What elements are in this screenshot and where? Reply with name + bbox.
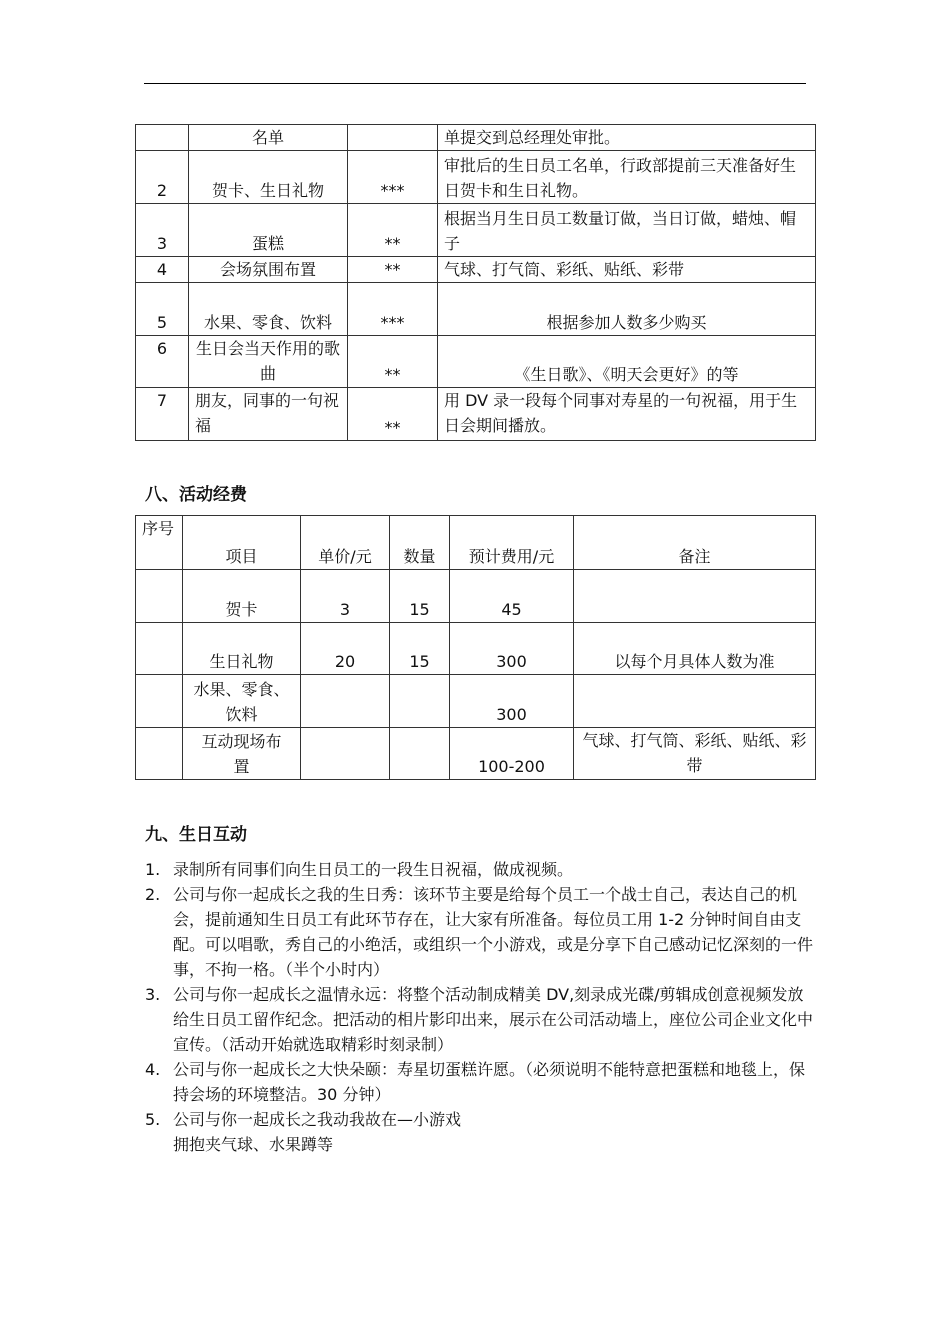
note-cell: 用 DV 录一段每个同事对寿星的一句祝福，用于生日会期间播放。: [438, 388, 816, 441]
item-cell: 水果、零食、饮料: [183, 675, 301, 728]
price-cell: 3: [301, 570, 390, 623]
table-row: [136, 257, 816, 283]
table-row: [136, 728, 816, 780]
budget-table: [135, 515, 816, 780]
table-header-row: [136, 516, 816, 570]
list-item: [145, 1057, 813, 1107]
note-cell: 根据参加人数多少购买: [438, 283, 816, 336]
list-number: 3.: [145, 985, 161, 1004]
item-cell: 生日礼物: [183, 623, 301, 675]
cost-cell: 45: [450, 570, 574, 623]
importance-cell: **: [348, 388, 438, 441]
item-cell: 生日会当天作用的歌曲: [189, 336, 348, 388]
quantity-cell: 15: [390, 623, 450, 675]
list-item: [145, 1107, 813, 1157]
table-row: [136, 570, 816, 623]
price-cell: 20: [301, 623, 390, 675]
item-cell: 蛋糕: [189, 204, 348, 257]
column-header: 单价/元: [301, 516, 390, 570]
row-number: 5: [136, 283, 189, 336]
row-number: 3: [136, 204, 189, 257]
column-header: 序号: [136, 516, 183, 570]
importance-cell: ***: [348, 151, 438, 204]
price-cell: [301, 675, 390, 728]
list-text: 录制所有同事们向生日员工的一段生日祝福，做成视频。: [173, 860, 574, 879]
importance-cell: **: [348, 257, 438, 283]
list-text: 公司与你一起成长之温情永远：将整个活动制成精美 DV,刻录成光碟/剪辑成创意视频发放给生日员工留作纪念。把活动的相片影印出来，展示在公司活动墙上，座位公司企业文化中宣传。（活动开始就选取精彩时刻录制）: [173, 985, 814, 1054]
table-row: [136, 125, 816, 151]
column-header: 项目: [183, 516, 301, 570]
cost-cell: 300: [450, 623, 574, 675]
importance-cell: ***: [348, 283, 438, 336]
list-item: [145, 857, 813, 882]
list-number: 4.: [145, 1060, 161, 1079]
item-cell: 贺卡、生日礼物: [189, 151, 348, 204]
list-item: [145, 982, 813, 1057]
interaction-list: [145, 857, 813, 1157]
cost-cell: 100-200: [450, 728, 574, 780]
header-rule: [144, 83, 806, 84]
note-cell: 审批后的生日员工名单，行政部提前三天准备好生日贺卡和生日礼物。: [438, 151, 816, 204]
quantity-cell: [390, 675, 450, 728]
section-heading-budget: 八、活动经费: [145, 485, 247, 505]
table-row: [136, 151, 816, 204]
table-row: [136, 336, 816, 388]
item-cell: 会场氛围布置: [189, 257, 348, 283]
item-cell: 互动现场布置: [183, 728, 301, 780]
row-number: [136, 728, 183, 780]
note-cell: [574, 570, 816, 623]
list-text: 公司与你一起成长之我动我故在—小游戏 拥抱夹气球、水果蹲等: [173, 1110, 462, 1154]
plan-table: [135, 124, 816, 441]
importance-cell: **: [348, 336, 438, 388]
row-number: 7: [136, 388, 189, 441]
price-cell: [301, 728, 390, 780]
list-text: 公司与你一起成长之我的生日秀：该环节主要是给每个员工一个战士自己，表达自己的机会，提前通知生日员工有此环节存在，让大家有所准备。每位员工用 1-2 分钟时间自由支配。可以唱歌，秀自己的小绝活，或组织一个小游戏，或是分享下自己感动记忆深刻的一件事，不拘一格。（半个小时内）: [173, 885, 814, 979]
importance-cell: [348, 125, 438, 151]
note-cell: 以每个月具体人数为准: [574, 623, 816, 675]
row-number: [136, 675, 183, 728]
table-row: [136, 623, 816, 675]
note-cell: 气球、打气筒、彩纸、贴纸、彩带: [574, 728, 816, 780]
column-header: 数量: [390, 516, 450, 570]
quantity-cell: [390, 728, 450, 780]
importance-cell: **: [348, 204, 438, 257]
row-number: 4: [136, 257, 189, 283]
list-text: 公司与你一起成长之大快朵颐：寿星切蛋糕许愿。（必须说明不能特意把蛋糕和地毯上，保持会场的环境整洁。30 分钟）: [173, 1060, 806, 1104]
item-cell: 名单: [189, 125, 348, 151]
row-number: 2: [136, 151, 189, 204]
table-row: [136, 283, 816, 336]
note-cell: 《生日歌》、《明天会更好》的等: [438, 336, 816, 388]
column-header: 备注: [574, 516, 816, 570]
note-cell: [574, 675, 816, 728]
row-number: [136, 570, 183, 623]
row-number: [136, 125, 189, 151]
row-number: [136, 623, 183, 675]
note-cell: 根据当月生日员工数量订做，当日订做，蜡烛、帽子: [438, 204, 816, 257]
column-header: 预计费用/元: [450, 516, 574, 570]
note-cell: 气球、打气筒、彩纸、贴纸、彩带: [438, 257, 816, 283]
section-heading-interaction: 九、生日互动: [145, 825, 247, 845]
table-row: [136, 204, 816, 257]
table-row: [136, 675, 816, 728]
item-cell: 朋友，同事的一句祝福: [189, 388, 348, 441]
list-item: [145, 882, 813, 982]
item-cell: 贺卡: [183, 570, 301, 623]
list-number: 2.: [145, 885, 161, 904]
row-number: 6: [136, 336, 189, 388]
quantity-cell: 15: [390, 570, 450, 623]
table-row: [136, 388, 816, 441]
list-number: 5.: [145, 1110, 161, 1129]
note-cell: 单提交到总经理处审批。: [438, 125, 816, 151]
item-cell: 水果、零食、饮料: [189, 283, 348, 336]
list-number: 1.: [145, 860, 161, 879]
cost-cell: 300: [450, 675, 574, 728]
